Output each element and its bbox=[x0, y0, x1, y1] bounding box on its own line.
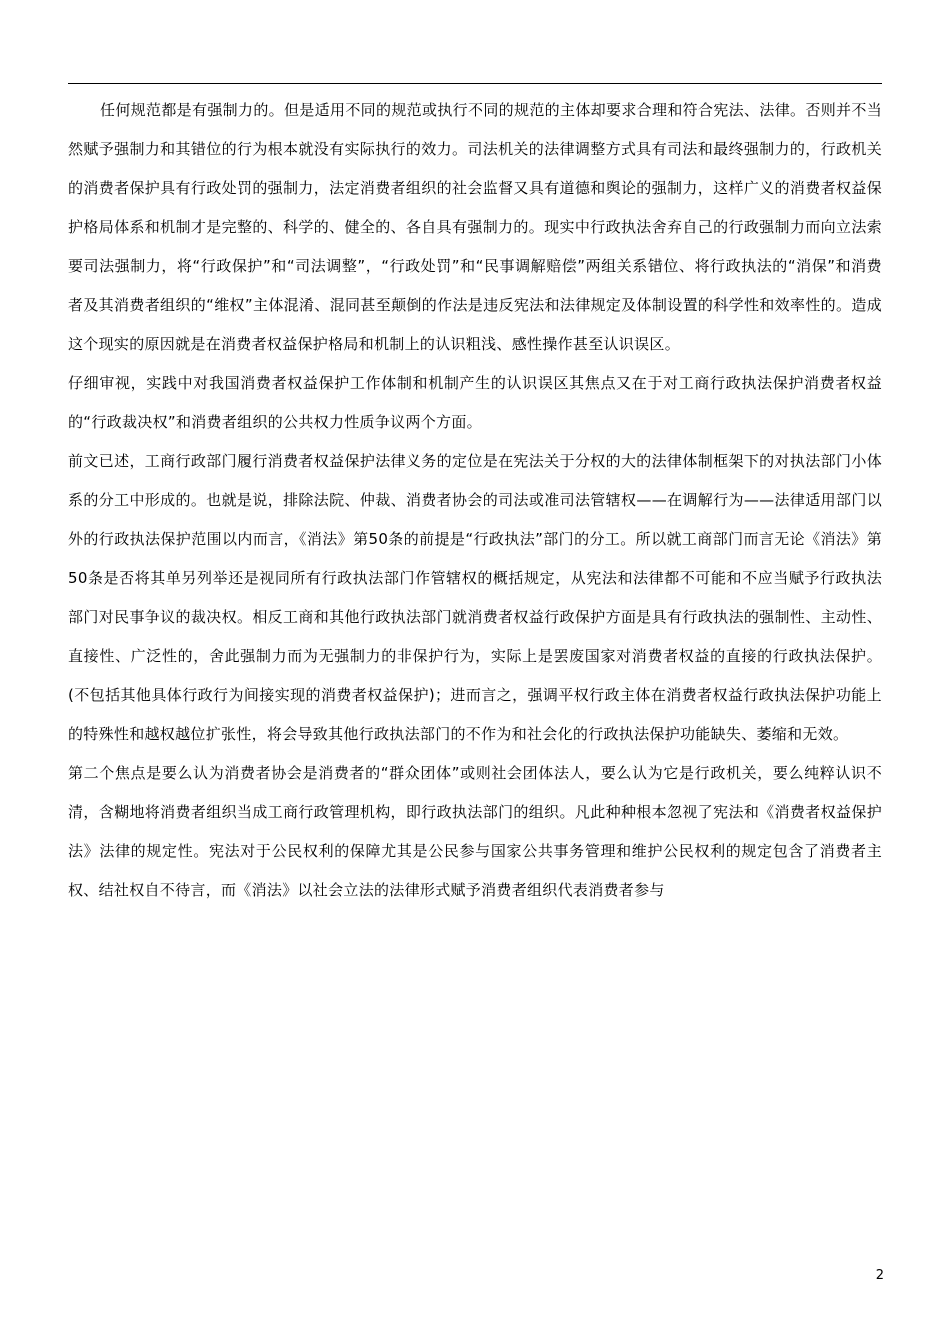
paragraph-1: 任何规范都是有强制力的。但是适用不同的规范或执行不同的规范的主体却要求合理和符合宪法、法律。否则并不当然赋予强制力和其错位的行为根本就没有实际执行的效力。司法机关的法律调整方式具有司法和最终强制力的，行政机关的消费者保护具有行政处罚的强制力，法定消费者组织的社会监督又具有道德和舆论的强制力，这样广义的消费者权益保护格局体系和机制才是完整的、科学的、健全的、各自具有强制力的。现实中行政执法舍弃自己的行政强制力而向立法索要司法强制力，将“行政保护”和“司法调整”，“行政处罚”和“民事调解赔偿”两组关系错位、将行政执法的“消保”和消费者及其消费者组织的“维权”主体混淆、混同甚至颠倒的作法是违反宪法和法律规定及体制设置的科学性和效率性的。造成这个现实的原因就是在消费者权益保护格局和机制上的认识粗浅、感性操作甚至认识误区。 bbox=[68, 101, 882, 353]
paragraph-2: 仔细审视，实践中对我国消费者权益保护工作体制和机制产生的认识误区其焦点又在于对工商行政执法保护消费者权益的“行政裁决权”和消费者组织的公共权力性质争议两个方面。 bbox=[68, 374, 882, 431]
page-number: 2 bbox=[875, 1268, 884, 1283]
header-rule bbox=[68, 83, 882, 84]
paragraph-4: 第二个焦点是要么认为消费者协会是消费者的“群众团体”或则社会团体法人，要么认为它是行政机关，要么纯粹认识不清，含糊地将消费者组织当成工商行政管理机构，即行政执法部门的组织。凡此种种根本忽视了宪法和《消费者权益保护法》法律的规定性。宪法对于公民权利的保障尤其是公民参与国家公共事务管理和维护公民权利的规定包含了消费者主权、结社权自不待言，而《消法》以社会立法的法律形式赋予消费者组织代表消费者参与 bbox=[68, 764, 882, 899]
document-body bbox=[68, 91, 882, 910]
paragraph-3: 前文已述，工商行政部门履行消费者权益保护法律义务的定位是在宪法关于分权的大的法律体制框架下的对执法部门小体系的分工中形成的。也就是说，排除法院、仲裁、消费者协会的司法或准司法管辖权——在调解行为——法律适用部门以外的行政执法保护范围以内而言，《消法》第50条的前提是“行政执法”部门的分工。所以就工商部门而言无论《消法》第50条是否将其单另列举还是视同所有行政执法部门作管辖权的概括规定，从宪法和法律都不可能和不应当赋予行政执法部门对民事争议的裁决权。相反工商和其他行政执法部门就消费者权益行政保护方面是具有行政执法的强制性、主动性、直接性、广泛性的，舍此强制力而为无强制力的非保护行为，实际上是罢废国家对消费者权益的直接的行政执法保护。(不包括其他具体行政行为间接实现的消费者权益保护)；进而言之，强调平权行政主体在消费者权益行政执法保护功能上的特殊性和越权越位扩张性，将会导致其他行政执法部门的不作为和社会化的行政执法保护功能缺失、萎缩和无效。 bbox=[68, 452, 882, 743]
